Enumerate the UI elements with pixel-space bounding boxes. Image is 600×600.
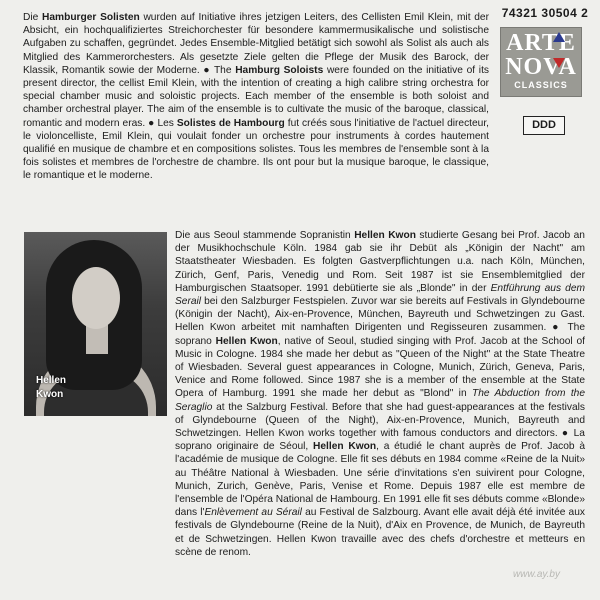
bullet-icon: ● bbox=[203, 64, 211, 76]
de-ensemble-name: Hamburger Solisten bbox=[42, 12, 140, 23]
fr-ensemble-name: Solistes de Hambourg bbox=[176, 117, 285, 129]
en-intro: The soprano bbox=[175, 322, 585, 347]
caption-line-1: Hellen bbox=[36, 375, 67, 386]
bullet-icon: ● bbox=[561, 428, 570, 440]
de-intro: Die bbox=[23, 12, 39, 23]
en-text: were founded on the initiative of its present director, the cellist Emil Klein, with the intention of creating a high calibre string orchestra for special chamber music and soloistic projects. Each member of the ensemble is both soloist and chamber orchestral player. The aim of the ensemble is to cultivate the music of the baroque, classical, romantic and modern eras. bbox=[23, 64, 489, 129]
logo-line-2: NOVA bbox=[505, 54, 577, 80]
fr-intro: Les bbox=[157, 117, 174, 129]
logo-line-1: ARTE bbox=[506, 30, 576, 56]
fr-text-1: , a étudié le chant auprès de Prof. Jacob à l'académie de musique de Cologne. Elle fit ses débuts en 1984 comme «Reine de la Nuit» au Théâtre National à Wiesbaden. Une série d'invitations s'en suivirent pour Cologne, Munich, Zurich, Genève, Paris, Venise et Rome. Depuis 1987 elle est membre de l'ensemble de l'Opéra National de Hambourg. En 1991 elle fit ses débuts comme «Blonde» dans l' bbox=[175, 441, 585, 519]
bullet-icon: ● bbox=[148, 117, 155, 129]
arte-nova-logo bbox=[500, 27, 582, 97]
en-text-2: at the Salzburg Festival. Before that she had guest-appearances at the festivals of Glyndebourne (Queen of the Night), Aix-en-Provence, Munich, Bayreuth and Schwetzingen. Hellen Kwon works together with famous conductors and directors. bbox=[175, 401, 585, 440]
soloist-biography bbox=[175, 229, 585, 559]
fr-soloist-name: Hellen Kwon bbox=[313, 441, 377, 453]
de-soloist-name: Hellen Kwon bbox=[354, 230, 416, 241]
en-ensemble-name: Hamburg Soloists bbox=[235, 64, 324, 76]
logo-line-3: CLASSICS bbox=[514, 80, 568, 90]
en-intro: The bbox=[213, 64, 232, 76]
photo-caption bbox=[36, 374, 66, 402]
ensemble-biography bbox=[23, 11, 489, 183]
caption-line-2: Kwon bbox=[36, 389, 64, 400]
catalog-number: 74321 30504 2 bbox=[501, 6, 589, 20]
en-work-title: The Abduction from the Seraglio bbox=[175, 388, 585, 413]
de-text: wurden auf Initiative ihres jetzigen Leiters, des Cellisten Emil Klein, mit der Absicht, ein hochqualifiziertes Streichorchester für besondere kammermusikalische und solistische Aufgaben zu schaffen, gegründet. Jedes Ensemble-Mitglied betätigt sich sowohl als Solist als auch als Mitglied des Kammerorchesters. Als gesetzte Ziele gelten die Pflege der Musik des Barock, der Klassik, Romantik sowie der Moderne. bbox=[23, 12, 489, 76]
fr-work-title: Enlèvement au Sérail bbox=[204, 507, 302, 519]
logo-triangle-down-icon bbox=[553, 58, 565, 68]
bullet-icon: ● bbox=[552, 322, 562, 334]
fr-text: fut créés sous l'initiative de l'actuel directeur, le violoncelliste, Emil Klein, qui voulait fonder un orchestre pour instruments à cordes hautement qualifié en musique de chambre et en compositions solistes. Tous les membres de l'ensemble sont à la fois solistes et membres de l'orchestre de chambre. Ils ont pour but la musique baroque, le classique, le romantique et le moderne. bbox=[23, 117, 489, 182]
ddd-format-badge: DDD bbox=[523, 116, 565, 135]
de-text-2: bei den Salzburger Festspielen. Zuvor war sie bereits auf Festivals in Glyndebourne (Königin der Nacht), Aix-en-Provence, München, Bayreuth und Schwetzingen zu Gast. Hellen Kwon arbeitet mit namhaften Dirigenten und Regisseuren zusammen. bbox=[175, 296, 585, 334]
hellen-kwon-photo bbox=[24, 232, 167, 416]
de-intro: Die aus Seoul stammende Sopranistin bbox=[175, 230, 351, 241]
en-text-1: , native of Seoul, studied singing with Prof. Jacob at the School of Music in Cologne. 1984 she made her debut as "Queen of the Night" at the State Theatre of Wiesbaden. Several guest appearances in Cologne, Munich, Zürich, Geneva, Paris, Venice and Rome followed. Since 1987 she is a member of the ensemble at the State Opera of Hamburg. 1991 she made her debut as "Blond" in bbox=[175, 335, 585, 400]
de-work-title: Entführung aus dem Serail bbox=[175, 282, 586, 308]
logo-triangle-up-icon bbox=[553, 32, 565, 42]
fr-text-2: au Festival de Salzbourg. Avant elle avait déjà été invitée aux festivals de Glyndebourne (Reine de la Nuit), d'Aix en Provence, de Munich, de Bayreuth et de Schwetzingen. Hellen Kwon travaille avec des chefs d'orchestre et metteurs en scène de renom. bbox=[175, 507, 585, 558]
watermark: www.ay.by bbox=[512, 569, 560, 580]
fr-intro: La soprano originaire de Séoul, bbox=[175, 428, 585, 453]
de-text-1: studierte Gesang bei Prof. Jacob an der Musikhochschule Köln. 1984 gab sie ihr Debüt als „Königin der Nacht" am Staatstheater Wiesbaden. Es folgten Gastverpflichtungen u.a. nach Köln, München, Zürich, Genf, Paris, Venedig und Rom. Seit 1987 ist sie Ensemblemitglied der Hamburgischen Staatsoper. 1991 debütierte sie als „Blonde" in der bbox=[175, 230, 585, 294]
en-soloist-name: Hellen Kwon bbox=[215, 335, 278, 347]
